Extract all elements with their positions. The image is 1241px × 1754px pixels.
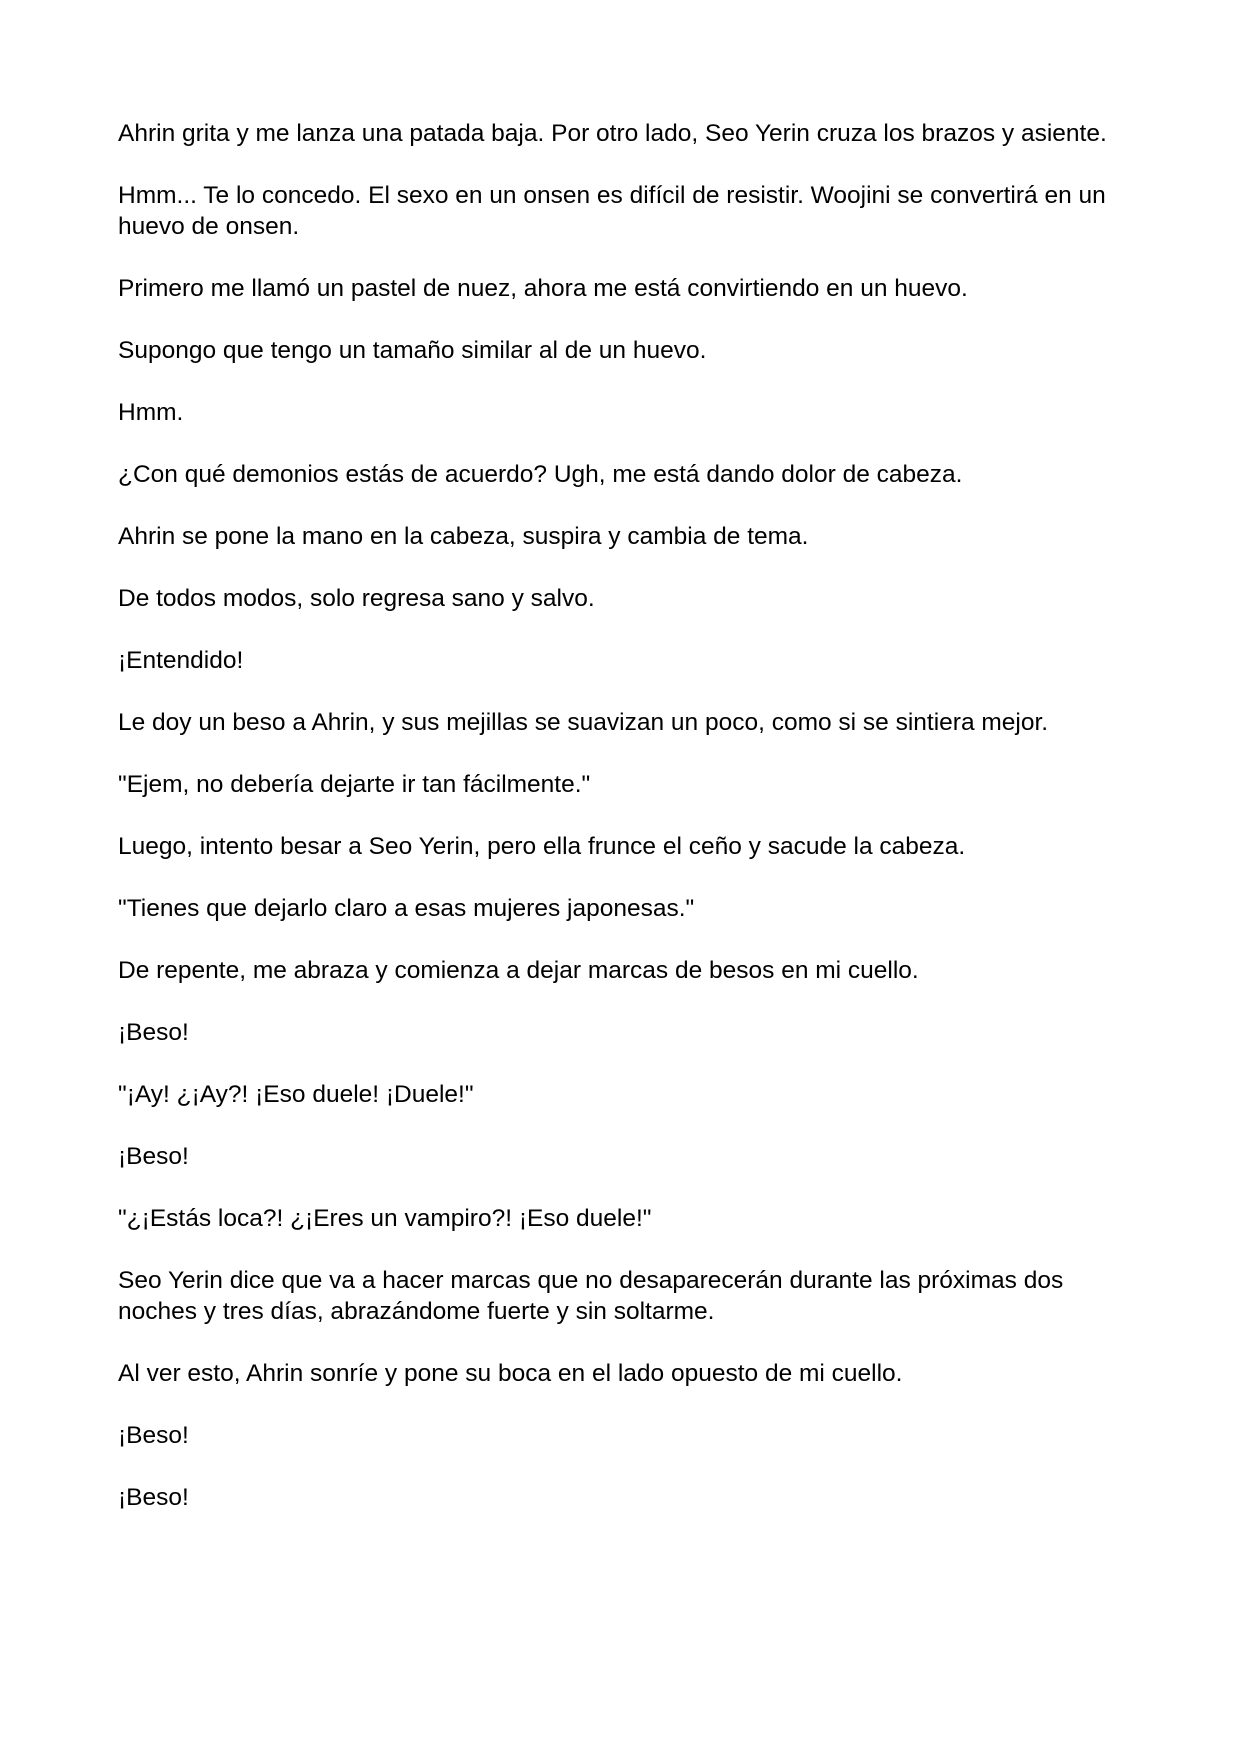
paragraph: Le doy un beso a Ahrin, y sus mejillas se suavizan un poco, como si se sintiera mejor. bbox=[118, 709, 1049, 736]
paragraph: ¿Con qué demonios estás de acuerdo? Ugh, me está dando dolor de cabeza. bbox=[118, 461, 963, 488]
paragraph: Hmm... Te lo concedo. El sexo en un onsen es difícil de resistir. Woojini se convertirá en un huevo de onsen. bbox=[118, 182, 1106, 240]
paragraph: ¡Entendido! bbox=[118, 647, 244, 674]
paragraph: ¡Beso! bbox=[118, 1484, 189, 1511]
paragraph: ¡Beso! bbox=[118, 1143, 189, 1170]
paragraph: Primero me llamó un pastel de nuez, ahora me está convirtiendo en un huevo. bbox=[118, 275, 968, 302]
paragraph: Seo Yerin dice que va a hacer marcas que no desaparecerán durante las próximas dos noches y tres días, abrazándome fuerte y sin soltarme. bbox=[118, 1267, 1064, 1325]
document-body bbox=[118, 118, 1128, 1513]
paragraph: "Tienes que dejarlo claro a esas mujeres japonesas." bbox=[118, 895, 695, 922]
paragraph: Al ver esto, Ahrin sonríe y pone su boca en el lado opuesto de mi cuello. bbox=[118, 1360, 903, 1387]
paragraph: Ahrin se pone la mano en la cabeza, suspira y cambia de tema. bbox=[118, 523, 809, 550]
paragraph: "¿¡Estás loca?! ¿¡Eres un vampiro?! ¡Eso duele!" bbox=[118, 1205, 652, 1232]
paragraph: "Ejem, no debería dejarte ir tan fácilmente." bbox=[118, 771, 591, 798]
paragraph: De todos modos, solo regresa sano y salvo. bbox=[118, 585, 595, 612]
paragraph: Hmm. bbox=[118, 399, 184, 426]
paragraph: ¡Beso! bbox=[118, 1422, 189, 1449]
paragraph: De repente, me abraza y comienza a dejar marcas de besos en mi cuello. bbox=[118, 957, 919, 984]
paragraph: Luego, intento besar a Seo Yerin, pero ella frunce el ceño y sacude la cabeza. bbox=[118, 833, 966, 860]
paragraph: Ahrin grita y me lanza una patada baja. Por otro lado, Seo Yerin cruza los brazos y asiente. bbox=[118, 120, 1107, 147]
paragraph: ¡Beso! bbox=[118, 1019, 189, 1046]
paragraph: Supongo que tengo un tamaño similar al de un huevo. bbox=[118, 337, 707, 364]
paragraph: "¡Ay! ¿¡Ay?! ¡Eso duele! ¡Duele!" bbox=[118, 1081, 474, 1108]
